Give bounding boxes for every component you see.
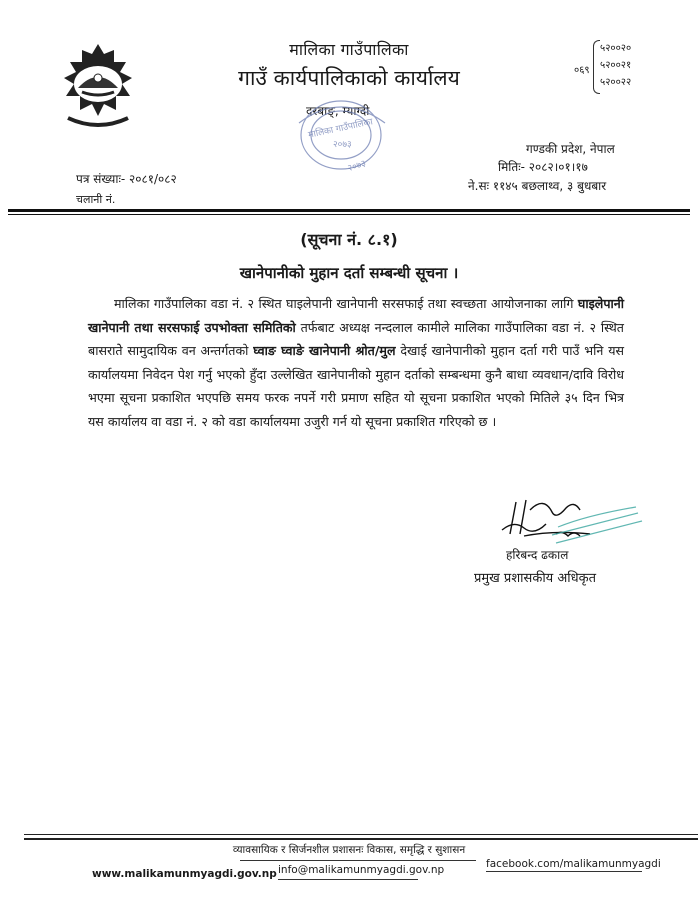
body-text-part: देखाई खानेपानीको मुहान दर्ता गरी पाउँ भनि यस कार्यालयमा निवेदन पेश गर्नु भएको हुँदा उल्लेखित खानेपानीको मुहान दर्ताको सम्बन्धमा कुनै बाधा व्यवधान/दावि विरोध भएमा सूचना प्रकाशित भएपछि समय फरक नपर्ने गरी प्रमाण सहित यो सूचना प्रकाशित भएको मितिले ३५ दिन भित्र यस कार्यालय वा वडा नं. २ को वडा कार्यालयमा उजुरी गर्न यो सूचना प्रकाशित गरिएको छ । <box>88 343 625 429</box>
office-name: मालिका गाउँपालिका <box>289 40 409 59</box>
notice-body <box>88 292 624 434</box>
header-divider-thin <box>8 214 690 215</box>
notice-subject: खानेपानीको मुहान दर्ता सम्बन्धी सूचना । <box>239 264 459 282</box>
notice-number: (सूचना नं. ८.१) <box>300 230 398 249</box>
body-text-part: तर्फबाट अध्यक्ष नन्दलाल कामीले मालिका गाउँपालिका वडा नं. २ स्थित बासरातेे सामुदायिक वन अन्तर्गतको <box>88 319 624 359</box>
facebook-link[interactable]: facebook.com/malikamunmyagdi <box>486 858 661 870</box>
body-text-part: मालिका गाउँपालिका वडा नं. २ स्थित घाइलेपानी खानेपानी सरसफाई तथा स्वच्छता आयोजनाका लागि <box>114 296 578 311</box>
letter-number: पत्र संख्याः- २०८१/०८२ <box>76 172 177 186</box>
phone-number: ५२००२१ <box>600 60 632 71</box>
dispatch-number: चलानी नं. <box>76 193 116 206</box>
phone-number: ५२००२० <box>600 43 632 54</box>
office-title: गाउँ कार्यपालिकाको कार्यालय <box>238 66 460 90</box>
date-bs: मितिः- २०८२।०१।१७ <box>498 160 588 174</box>
phone-prefix: ०६९ <box>574 65 590 76</box>
website-link[interactable]: www.malikamunmyagdi.gov.np <box>92 868 277 880</box>
svg-text:२०७३: २०७३ <box>346 158 368 175</box>
footer-divider <box>24 838 698 840</box>
province: गण्डकी प्रदेश, नेपाल <box>526 142 615 156</box>
signer-name: हरिबन्द ढकाल <box>506 548 569 562</box>
facebook-underline <box>486 871 642 872</box>
svg-text:२०७३: २०७३ <box>333 140 352 150</box>
phone-number: ५२००२२ <box>600 77 632 88</box>
body-text-bold: घाइलेपानी खानेपानी तथा सरसफाई उपभोक्ता समितिको <box>88 296 624 335</box>
signature-stamp <box>548 505 644 545</box>
phone-brace <box>593 40 600 94</box>
office-seal-stamp <box>285 95 403 179</box>
svg-text:मालिका गाउँपालिका: मालिका गाउँपालिका <box>307 117 374 141</box>
header-divider <box>8 209 690 212</box>
email-link[interactable]: info@malikamunmyagdi.gov.np <box>278 864 445 876</box>
phone-list <box>600 40 631 91</box>
footer-divider-thin <box>24 834 698 835</box>
body-text-bold: घ्वाङ घ्वाङे खानेपानी श्रोत/मुल <box>253 343 396 359</box>
office-address: दरबाङ्, म्याग्दी <box>306 104 370 118</box>
email-underline <box>278 879 418 880</box>
date-nepal-sambat: ने.सः ११४५ बछलाथ्व, ३ बुधबार <box>468 179 607 193</box>
signer-title: प्रमुख प्रशासकीय अधिकृत <box>474 571 597 586</box>
motto-underline <box>240 860 476 861</box>
footer-motto: व्यावसायिक र सिर्जनशील प्रशासनः विकास, समृद्धि र सुशासन <box>232 844 466 856</box>
